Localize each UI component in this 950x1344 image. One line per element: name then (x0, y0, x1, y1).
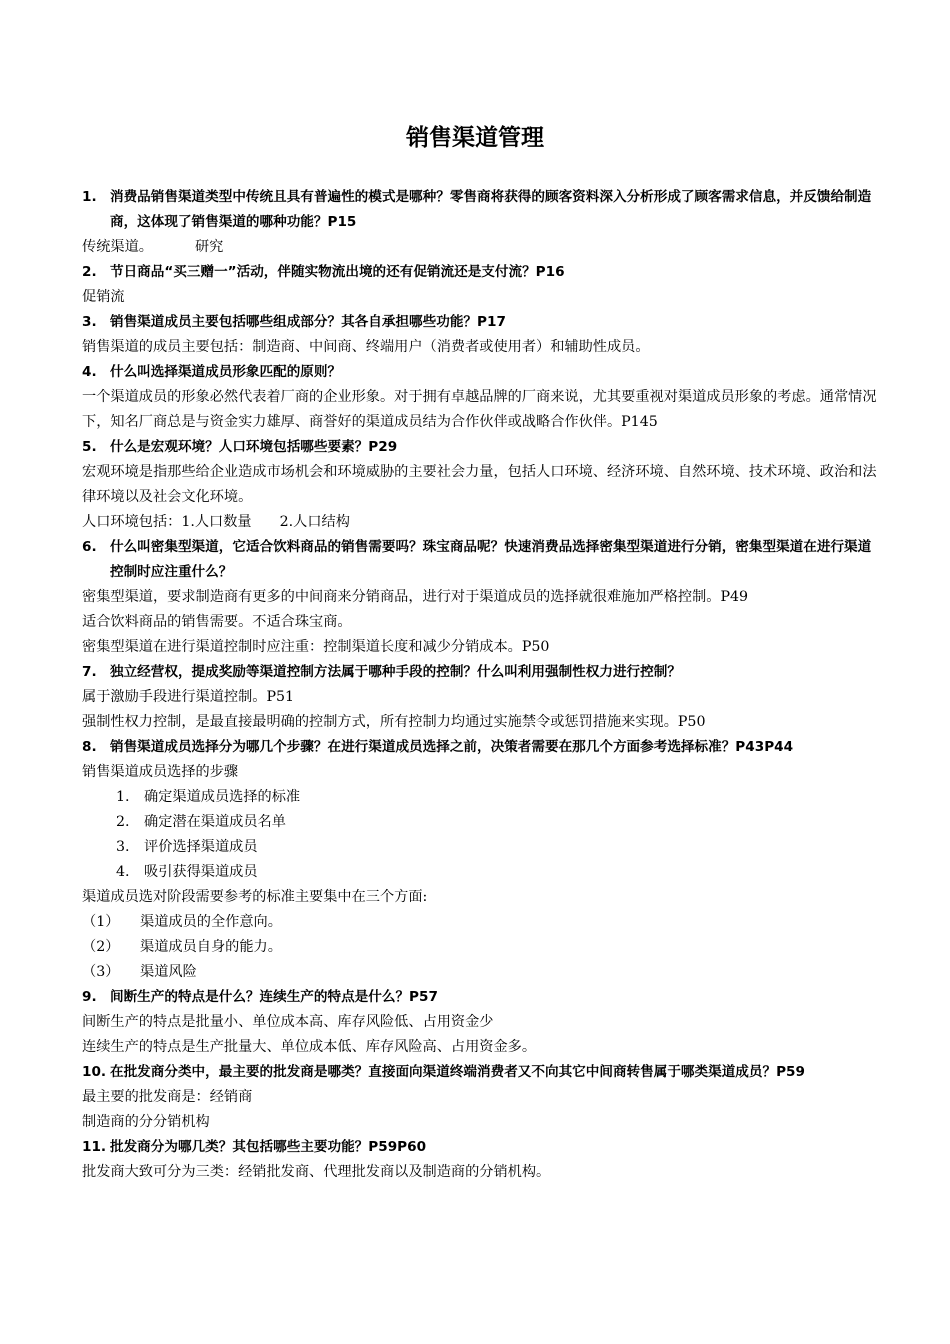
list-item: 4. 吸引获得渠道成员 (116, 864, 258, 880)
answer-text: 2.人口结构 (279, 514, 350, 530)
answer-9-intermittent: 间断生产的特点是批量小、单位成本高、库存风险低、占用资金少 (82, 1014, 494, 1030)
question-text: 在批发商分类中，最主要的批发商是哪类？直接面向渠道终端消费者又不向其它中间商转售属于哪类渠道成员？P59 (110, 1064, 805, 1080)
question-text: 间断生产的特点是什么？连续生产的特点是什么？P57 (110, 989, 438, 1005)
question-text: 消费品销售渠道类型中传统且具有普遍性的模式是哪种？零售商将获得的顾客资料深入分析形成了顾客需求信息，并反馈给制造商，这体现了销售渠道的哪种功能？P15 (110, 189, 872, 230)
question-number: 5. (82, 439, 97, 455)
answer-5-population (82, 510, 882, 535)
question-11 (82, 1135, 882, 1160)
question-number: 9. (82, 989, 97, 1005)
answer-text: 人口环境包括：1.人口数量 (82, 514, 252, 530)
list-item: 3. 评价选择渠道成员 (116, 839, 258, 855)
answer-7-incentive: 属于激励手段进行渠道控制。P51 (82, 689, 295, 705)
question-number: 10. (82, 1064, 107, 1080)
answer-6-control: 密集型渠道在进行渠道控制时应注重：控制渠道长度和减少分销成本。P50 (82, 639, 550, 655)
answer-6-suitability: 适合饮料商品的销售需要。不适合珠宝商。 (82, 614, 352, 630)
question-text: 什么是宏观环境？人口环境包括哪些要素？P29 (110, 439, 398, 455)
question-4 (82, 360, 882, 385)
answer-1 (82, 235, 882, 260)
question-1 (82, 185, 882, 235)
question-8 (82, 735, 882, 760)
question-5 (82, 435, 882, 460)
answer-text: 传统渠道。 (82, 239, 153, 255)
list-item: 2. 确定潜在渠道成员名单 (116, 814, 286, 830)
question-text: 节日商品“买三赠一”活动，伴随实物流出境的还有促销流还是支付流？P16 (110, 264, 565, 280)
question-number: 7. (82, 664, 97, 680)
answer-text: 研究 (194, 239, 224, 255)
question-number: 11. (82, 1139, 107, 1155)
list-item: 1. 确定渠道成员选择的标准 (116, 789, 301, 805)
question-text: 销售渠道成员选择分为哪几个步骤？在进行渠道成员选择之前，决策者需要在那几个方面参考选择标准？P43P44 (110, 739, 794, 755)
question-2 (82, 260, 882, 285)
question-text: 独立经营权，提成奖励等渠道控制方法属于哪种手段的控制？什么叫利用强制性权力进行控制？ (110, 664, 681, 680)
list-item: （1） 渠道成员的全作意向。 (82, 914, 282, 930)
answer-11: 批发商大致可分为三类：经销批发商、代理批发商以及制造商的分销机构。 (82, 1164, 551, 1180)
question-text: 销售渠道成员主要包括哪些组成部分？其各自承担哪些功能？P17 (110, 314, 506, 330)
question-number: 1. (82, 189, 97, 205)
question-number: 4. (82, 364, 97, 380)
answer-8-criteria-heading: 渠道成员选对阶段需要参考的标准主要集中在三个方面: (82, 889, 428, 905)
question-number: 8. (82, 739, 97, 755)
answer-2: 促销流 (82, 289, 125, 305)
answer-5: 宏观环境是指那些给企业造成市场机会和环境威胁的主要社会力量，包括人口环境、经济环境、自然环境、技术环境、政治和法律环境以及社会文化环境。 (82, 464, 877, 505)
answer-4: 一个渠道成员的形象必然代表着厂商的企业形象。对于拥有卓越品牌的厂商来说，尤其要重视对渠道成员形象的考虑。通常情况下，知名厂商总是与资金实力雄厚、商誉好的渠道成员结为合作伙伴或战略合作伙伴。P145 (82, 389, 877, 430)
question-text: 批发商分为哪几类？其包括哪些主要功能？P59P60 (110, 1139, 427, 1155)
question-number: 6. (82, 539, 97, 555)
answer-9-continuous: 连续生产的特点是生产批量大、单位成本低、库存风险高、占用资金多。 (82, 1039, 537, 1055)
answer-10-main: 最主要的批发商是：经销商 (82, 1089, 253, 1105)
question-10 (82, 1060, 882, 1085)
question-number: 2. (82, 264, 97, 280)
question-text: 什么叫选择渠道成员形象匹配的原则？ (110, 364, 342, 380)
qa-content (82, 185, 882, 1185)
answer-6-definition: 密集型渠道，要求制造商有更多的中间商来分销商品，进行对于渠道成员的选择就很难施加严格控制。P49 (82, 589, 749, 605)
list-item: （2） 渠道成员自身的能力。 (82, 939, 282, 955)
list-item: （3） 渠道风险 (82, 964, 197, 980)
question-9 (82, 985, 882, 1010)
answer-8-steps-heading: 销售渠道成员选择的步骤 (82, 764, 239, 780)
answer-7-coercive: 强制性权力控制，是最直接最明确的控制方式，所有控制力均通过实施禁令或惩罚措施来实现。P50 (82, 714, 706, 730)
answer-3: 销售渠道的成员主要包括：制造商、中间商、终端用户（消费者或使用者）和辅助性成员。 (82, 339, 650, 355)
question-text: 什么叫密集型渠道，它适合饮料商品的销售需要吗？珠宝商品呢？快速消费品选择密集型渠道进行分销，密集型渠道在进行渠道控制时应注重什么？ (110, 539, 872, 580)
question-3 (82, 310, 882, 335)
question-number: 3. (82, 314, 97, 330)
answer-10-branch: 制造商的分分销机构 (82, 1114, 210, 1130)
question-6 (82, 535, 882, 585)
page-title: 销售渠道管理 (406, 125, 544, 151)
question-7 (82, 660, 882, 685)
